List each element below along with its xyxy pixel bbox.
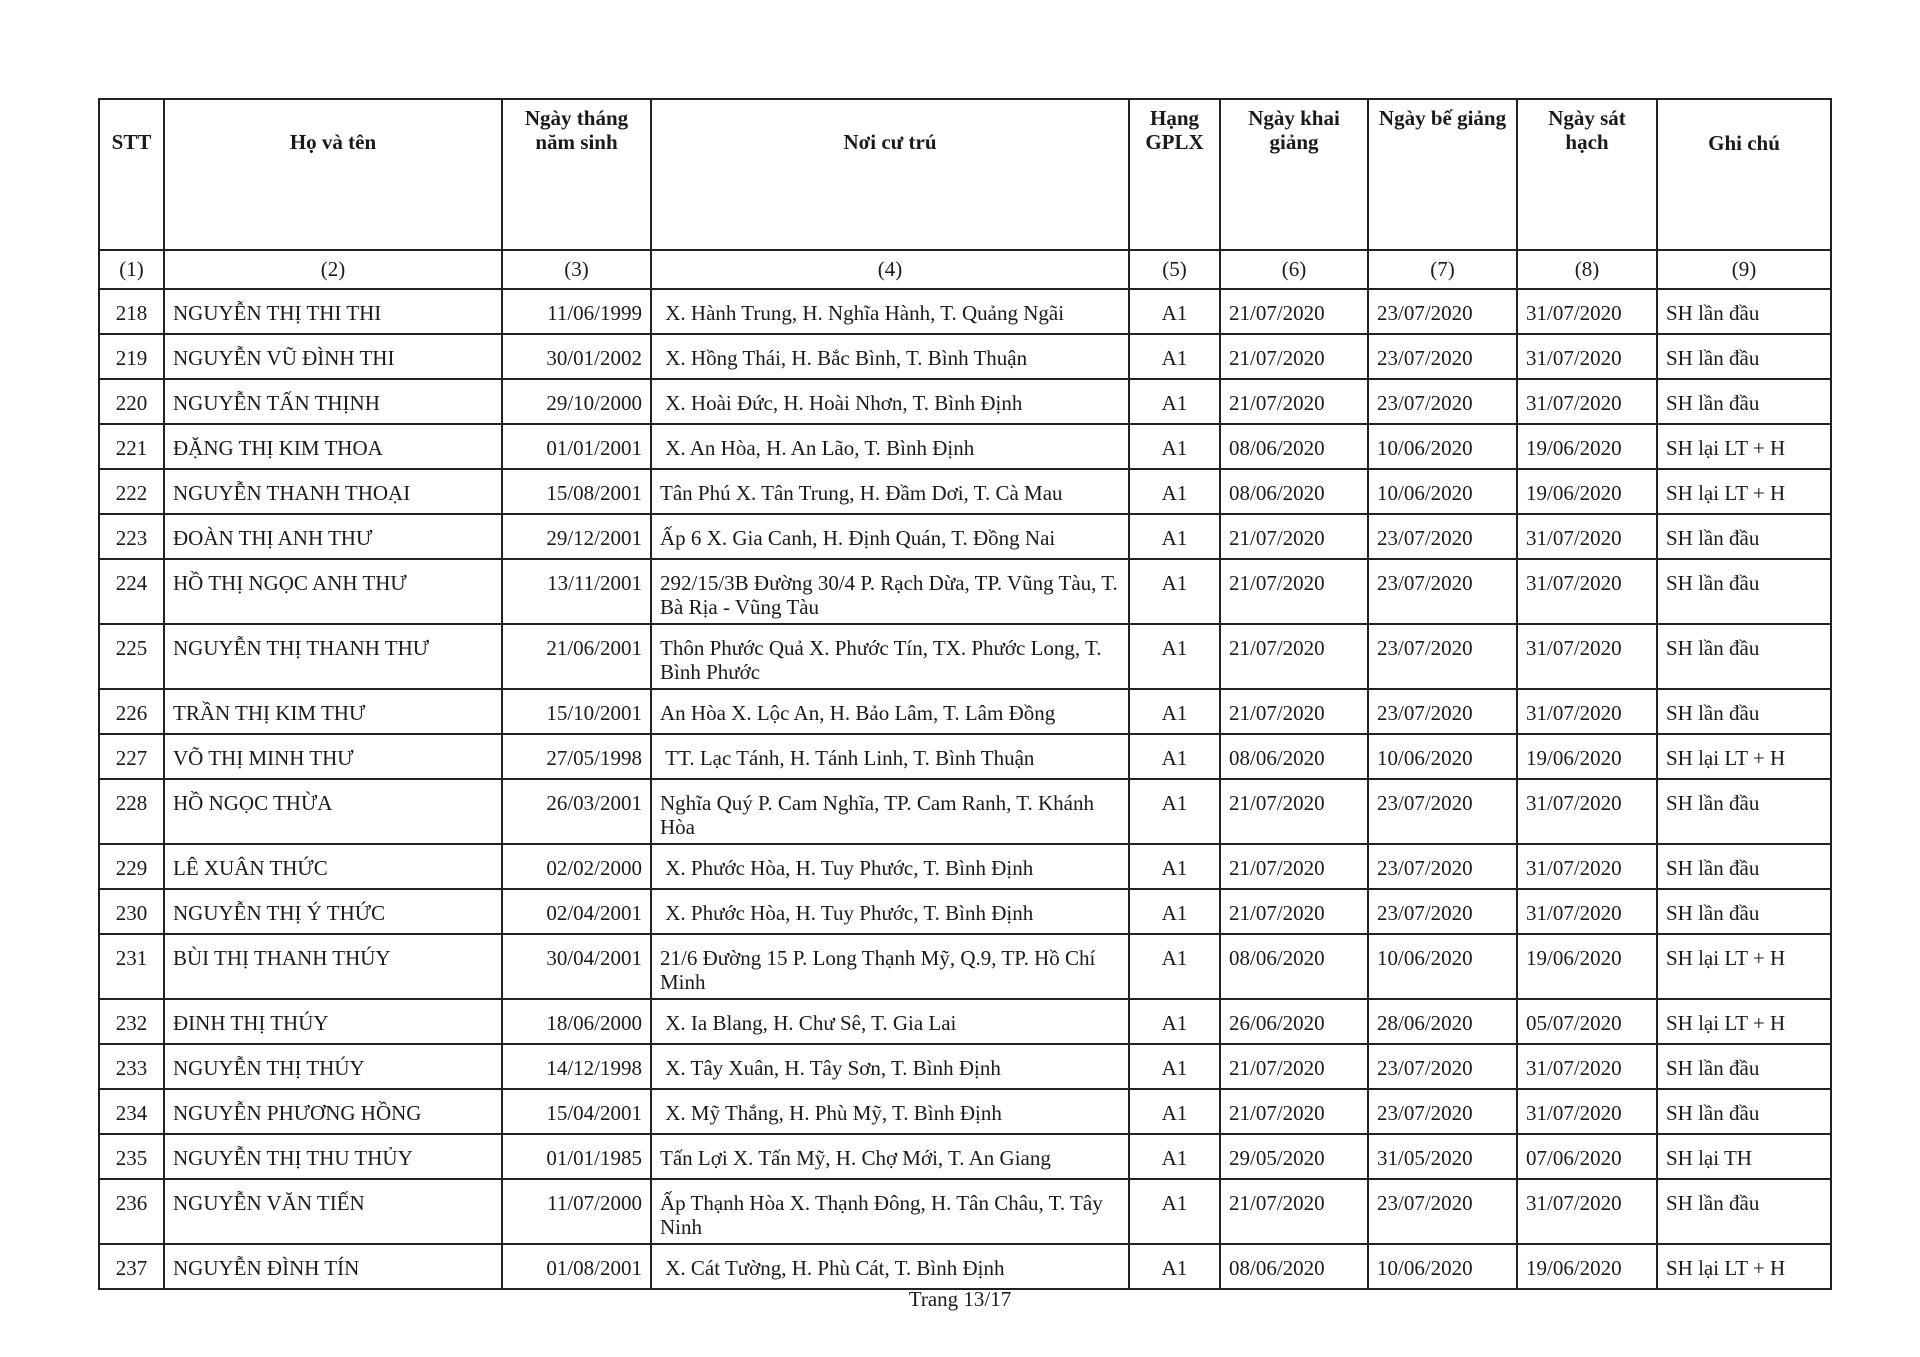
cell-start-date: 21/07/2020 — [1220, 334, 1368, 379]
cell-address: Ấp Thạnh Hòa X. Thạnh Đông, H. Tân Châu, T. Tây Ninh — [651, 1179, 1129, 1244]
cell-stt: 226 — [99, 689, 164, 734]
cell-note: SH lần đầu — [1657, 1179, 1831, 1244]
cell-start-date: 21/07/2020 — [1220, 289, 1368, 334]
cell-exam-date: 31/07/2020 — [1517, 1044, 1657, 1089]
cell-note: SH lại TH — [1657, 1134, 1831, 1179]
cell-end-date: 23/07/2020 — [1368, 559, 1517, 624]
table-row — [99, 779, 1831, 844]
cell-license-class: A1 — [1129, 889, 1220, 934]
cell-address: X. Hành Trung, H. Nghĩa Hành, T. Quảng Ngãi — [651, 289, 1129, 334]
cell-stt: 222 — [99, 469, 164, 514]
table-row — [99, 559, 1831, 624]
column-number: (7) — [1368, 250, 1517, 289]
cell-note: SH lại LT + H — [1657, 1244, 1831, 1289]
cell-name: NGUYỄN PHƯƠNG HỒNG — [164, 1089, 502, 1134]
cell-dob: 02/02/2000 — [502, 844, 651, 889]
cell-dob: 15/04/2001 — [502, 1089, 651, 1134]
cell-start-date: 21/07/2020 — [1220, 1044, 1368, 1089]
cell-exam-date: 31/07/2020 — [1517, 289, 1657, 334]
cell-end-date: 31/05/2020 — [1368, 1134, 1517, 1179]
cell-license-class: A1 — [1129, 734, 1220, 779]
cell-address: Thôn Phước Quả X. Phước Tín, TX. Phước Long, T. Bình Phước — [651, 624, 1129, 689]
cell-dob: 14/12/1998 — [502, 1044, 651, 1089]
cell-exam-date: 31/07/2020 — [1517, 559, 1657, 624]
cell-note: SH lần đầu — [1657, 514, 1831, 559]
cell-end-date: 23/07/2020 — [1368, 1044, 1517, 1089]
cell-start-date: 08/06/2020 — [1220, 1244, 1368, 1289]
column-number: (5) — [1129, 250, 1220, 289]
cell-address: X. Hoài Đức, H. Hoài Nhơn, T. Bình Định — [651, 379, 1129, 424]
table-row — [99, 1089, 1831, 1134]
cell-license-class: A1 — [1129, 689, 1220, 734]
cell-license-class: A1 — [1129, 999, 1220, 1044]
cell-address: Tấn Lợi X. Tấn Mỹ, H. Chợ Mới, T. An Giang — [651, 1134, 1129, 1179]
cell-address: Tân Phú X. Tân Trung, H. Đầm Dơi, T. Cà Mau — [651, 469, 1129, 514]
cell-start-date: 21/07/2020 — [1220, 1179, 1368, 1244]
cell-address: X. Ia Blang, H. Chư Sê, T. Gia Lai — [651, 999, 1129, 1044]
cell-license-class: A1 — [1129, 289, 1220, 334]
cell-dob: 30/04/2001 — [502, 934, 651, 999]
cell-stt: 235 — [99, 1134, 164, 1179]
cell-start-date: 26/06/2020 — [1220, 999, 1368, 1044]
cell-dob: 11/07/2000 — [502, 1179, 651, 1244]
cell-license-class: A1 — [1129, 1134, 1220, 1179]
cell-stt: 220 — [99, 379, 164, 424]
cell-end-date: 10/06/2020 — [1368, 934, 1517, 999]
cell-end-date: 23/07/2020 — [1368, 289, 1517, 334]
cell-address: Ấp 6 X. Gia Canh, H. Định Quán, T. Đồng Nai — [651, 514, 1129, 559]
cell-stt: 219 — [99, 334, 164, 379]
table-row — [99, 514, 1831, 559]
cell-name: HỒ THỊ NGỌC ANH THƯ — [164, 559, 502, 624]
cell-stt: 225 — [99, 624, 164, 689]
cell-name: NGUYỄN VŨ ĐÌNH THI — [164, 334, 502, 379]
cell-dob: 21/06/2001 — [502, 624, 651, 689]
cell-note: SH lần đầu — [1657, 1044, 1831, 1089]
cell-start-date: 21/07/2020 — [1220, 844, 1368, 889]
cell-address: X. Tây Xuân, H. Tây Sơn, T. Bình Định — [651, 1044, 1129, 1089]
cell-license-class: A1 — [1129, 379, 1220, 424]
cell-end-date: 23/07/2020 — [1368, 334, 1517, 379]
cell-exam-date: 31/07/2020 — [1517, 1179, 1657, 1244]
cell-exam-date: 07/06/2020 — [1517, 1134, 1657, 1179]
cell-end-date: 23/07/2020 — [1368, 844, 1517, 889]
cell-note: SH lần đầu — [1657, 379, 1831, 424]
header-stt: STT — [99, 99, 164, 250]
cell-stt: 236 — [99, 1179, 164, 1244]
cell-address: X. Mỹ Thắng, H. Phù Mỹ, T. Bình Định — [651, 1089, 1129, 1134]
cell-note: SH lần đầu — [1657, 1089, 1831, 1134]
cell-address: X. Phước Hòa, H. Tuy Phước, T. Bình Định — [651, 844, 1129, 889]
cell-end-date: 10/06/2020 — [1368, 734, 1517, 779]
cell-address: Nghĩa Quý P. Cam Nghĩa, TP. Cam Ranh, T. Khánh Hòa — [651, 779, 1129, 844]
cell-stt: 223 — [99, 514, 164, 559]
cell-start-date: 08/06/2020 — [1220, 734, 1368, 779]
cell-license-class: A1 — [1129, 1244, 1220, 1289]
cell-dob: 26/03/2001 — [502, 779, 651, 844]
header-dob: Ngày tháng năm sinh — [502, 99, 651, 250]
cell-license-class: A1 — [1129, 844, 1220, 889]
column-number: (4) — [651, 250, 1129, 289]
cell-stt: 227 — [99, 734, 164, 779]
cell-dob: 01/08/2001 — [502, 1244, 651, 1289]
table-row — [99, 734, 1831, 779]
cell-exam-date: 19/06/2020 — [1517, 934, 1657, 999]
cell-start-date: 21/07/2020 — [1220, 889, 1368, 934]
table-row — [99, 469, 1831, 514]
cell-name: NGUYỄN THỊ THÚY — [164, 1044, 502, 1089]
cell-end-date: 23/07/2020 — [1368, 1089, 1517, 1134]
cell-name: VÕ THỊ MINH THƯ — [164, 734, 502, 779]
header-row — [99, 99, 1831, 250]
cell-name: LÊ XUÂN THỨC — [164, 844, 502, 889]
cell-dob: 15/10/2001 — [502, 689, 651, 734]
cell-exam-date: 31/07/2020 — [1517, 624, 1657, 689]
cell-exam-date: 31/07/2020 — [1517, 889, 1657, 934]
cell-note: SH lần đầu — [1657, 844, 1831, 889]
cell-exam-date: 19/06/2020 — [1517, 469, 1657, 514]
cell-end-date: 23/07/2020 — [1368, 624, 1517, 689]
cell-dob: 29/12/2001 — [502, 514, 651, 559]
cell-end-date: 10/06/2020 — [1368, 424, 1517, 469]
cell-note: SH lần đầu — [1657, 779, 1831, 844]
cell-end-date: 23/07/2020 — [1368, 379, 1517, 424]
table-row — [99, 289, 1831, 334]
cell-start-date: 21/07/2020 — [1220, 1089, 1368, 1134]
cell-license-class: A1 — [1129, 624, 1220, 689]
table-row — [99, 334, 1831, 379]
table-row — [99, 1134, 1831, 1179]
header-address: Nơi cư trú — [651, 99, 1129, 250]
cell-name: NGUYỄN THỊ THANH THƯ — [164, 624, 502, 689]
cell-note: SH lần đầu — [1657, 624, 1831, 689]
cell-exam-date: 19/06/2020 — [1517, 734, 1657, 779]
cell-dob: 02/04/2001 — [502, 889, 651, 934]
cell-license-class: A1 — [1129, 424, 1220, 469]
cell-end-date: 23/07/2020 — [1368, 889, 1517, 934]
cell-license-class: A1 — [1129, 1089, 1220, 1134]
table-row — [99, 844, 1831, 889]
cell-start-date: 21/07/2020 — [1220, 779, 1368, 844]
column-number: (9) — [1657, 250, 1831, 289]
cell-address: X. Phước Hòa, H. Tuy Phước, T. Bình Định — [651, 889, 1129, 934]
column-number: (2) — [164, 250, 502, 289]
table-row — [99, 1044, 1831, 1089]
table-row — [99, 1244, 1831, 1289]
cell-name: ĐẶNG THỊ KIM THOA — [164, 424, 502, 469]
header-start-date: Ngày khai giảng — [1220, 99, 1368, 250]
table-row — [99, 624, 1831, 689]
cell-dob: 27/05/1998 — [502, 734, 651, 779]
cell-start-date: 21/07/2020 — [1220, 559, 1368, 624]
cell-start-date: 21/07/2020 — [1220, 689, 1368, 734]
cell-exam-date: 31/07/2020 — [1517, 1089, 1657, 1134]
cell-note: SH lần đầu — [1657, 889, 1831, 934]
cell-note: SH lại LT + H — [1657, 424, 1831, 469]
cell-name: NGUYỄN TẤN THỊNH — [164, 379, 502, 424]
cell-name: NGUYỄN THANH THOẠI — [164, 469, 502, 514]
cell-stt: 229 — [99, 844, 164, 889]
column-number: (8) — [1517, 250, 1657, 289]
cell-name: ĐOÀN THỊ ANH THƯ — [164, 514, 502, 559]
cell-end-date: 23/07/2020 — [1368, 689, 1517, 734]
table-row — [99, 424, 1831, 469]
cell-dob: 15/08/2001 — [502, 469, 651, 514]
cell-end-date: 23/07/2020 — [1368, 514, 1517, 559]
cell-address: X. Cát Tường, H. Phù Cát, T. Bình Định — [651, 1244, 1129, 1289]
cell-start-date: 21/07/2020 — [1220, 514, 1368, 559]
cell-note: SH lại LT + H — [1657, 734, 1831, 779]
cell-exam-date: 31/07/2020 — [1517, 844, 1657, 889]
cell-stt: 224 — [99, 559, 164, 624]
column-number: (3) — [502, 250, 651, 289]
cell-name: NGUYỄN ĐÌNH TÍN — [164, 1244, 502, 1289]
cell-dob: 01/01/1985 — [502, 1134, 651, 1179]
cell-address: TT. Lạc Tánh, H. Tánh Linh, T. Bình Thuận — [651, 734, 1129, 779]
cell-address: X. Hồng Thái, H. Bắc Bình, T. Bình Thuận — [651, 334, 1129, 379]
page-number: Trang 13/17 — [908, 1287, 1012, 1311]
cell-stt: 237 — [99, 1244, 164, 1289]
cell-exam-date: 31/07/2020 — [1517, 689, 1657, 734]
cell-end-date: 23/07/2020 — [1368, 779, 1517, 844]
cell-note: SH lại LT + H — [1657, 469, 1831, 514]
cell-name: NGUYỄN THỊ Ý THỨC — [164, 889, 502, 934]
cell-dob: 18/06/2000 — [502, 999, 651, 1044]
cell-dob: 29/10/2000 — [502, 379, 651, 424]
cell-address: 292/15/3B Đường 30/4 P. Rạch Dừa, TP. Vũng Tàu, T. Bà Rịa - Vũng Tàu — [651, 559, 1129, 624]
column-number-row — [99, 250, 1831, 289]
table-row — [99, 889, 1831, 934]
cell-dob: 11/06/1999 — [502, 289, 651, 334]
cell-license-class: A1 — [1129, 934, 1220, 999]
table-row — [99, 934, 1831, 999]
cell-note: SH lần đầu — [1657, 689, 1831, 734]
column-number: (1) — [99, 250, 164, 289]
cell-stt: 233 — [99, 1044, 164, 1089]
table-row — [99, 1179, 1831, 1244]
header-name: Họ và tên — [164, 99, 502, 250]
cell-stt: 231 — [99, 934, 164, 999]
cell-start-date: 21/07/2020 — [1220, 379, 1368, 424]
cell-exam-date: 31/07/2020 — [1517, 379, 1657, 424]
cell-note: SH lại LT + H — [1657, 999, 1831, 1044]
cell-end-date: 28/06/2020 — [1368, 999, 1517, 1044]
cell-name: NGUYỄN THỊ THU THỦY — [164, 1134, 502, 1179]
header-exam-date: Ngày sát hạch — [1517, 99, 1657, 250]
cell-start-date: 21/07/2020 — [1220, 624, 1368, 689]
cell-dob: 30/01/2002 — [502, 334, 651, 379]
cell-note: SH lại LT + H — [1657, 934, 1831, 999]
cell-exam-date: 31/07/2020 — [1517, 514, 1657, 559]
table-row — [99, 999, 1831, 1044]
cell-exam-date: 19/06/2020 — [1517, 424, 1657, 469]
cell-name: NGUYỄN VĂN TIẾN — [164, 1179, 502, 1244]
cell-name: HỒ NGỌC THỪA — [164, 779, 502, 844]
cell-stt: 230 — [99, 889, 164, 934]
cell-license-class: A1 — [1129, 1044, 1220, 1089]
cell-end-date: 10/06/2020 — [1368, 469, 1517, 514]
cell-exam-date: 31/07/2020 — [1517, 334, 1657, 379]
cell-stt: 228 — [99, 779, 164, 844]
cell-address: An Hòa X. Lộc An, H. Bảo Lâm, T. Lâm Đồng — [651, 689, 1129, 734]
cell-license-class: A1 — [1129, 1179, 1220, 1244]
cell-address: X. An Hòa, H. An Lão, T. Bình Định — [651, 424, 1129, 469]
cell-note: SH lần đầu — [1657, 559, 1831, 624]
cell-exam-date: 19/06/2020 — [1517, 1244, 1657, 1289]
table-row — [99, 689, 1831, 734]
cell-note: SH lần đầu — [1657, 334, 1831, 379]
cell-note: SH lần đầu — [1657, 289, 1831, 334]
cell-license-class: A1 — [1129, 559, 1220, 624]
cell-dob: 01/01/2001 — [502, 424, 651, 469]
cell-start-date: 08/06/2020 — [1220, 469, 1368, 514]
cell-start-date: 08/06/2020 — [1220, 424, 1368, 469]
cell-start-date: 29/05/2020 — [1220, 1134, 1368, 1179]
cell-license-class: A1 — [1129, 779, 1220, 844]
cell-name: NGUYỄN THỊ THI THI — [164, 289, 502, 334]
cell-start-date: 08/06/2020 — [1220, 934, 1368, 999]
cell-exam-date: 05/07/2020 — [1517, 999, 1657, 1044]
cell-end-date: 10/06/2020 — [1368, 1244, 1517, 1289]
cell-end-date: 23/07/2020 — [1368, 1179, 1517, 1244]
table-row — [99, 379, 1831, 424]
cell-stt: 234 — [99, 1089, 164, 1134]
cell-license-class: A1 — [1129, 514, 1220, 559]
cell-name: BÙI THỊ THANH THÚY — [164, 934, 502, 999]
cell-name: ĐINH THỊ THÚY — [164, 999, 502, 1044]
cell-exam-date: 31/07/2020 — [1517, 779, 1657, 844]
header-note: Ghi chú — [1657, 99, 1831, 250]
cell-license-class: A1 — [1129, 469, 1220, 514]
column-number: (6) — [1220, 250, 1368, 289]
cell-stt: 221 — [99, 424, 164, 469]
cell-stt: 218 — [99, 289, 164, 334]
cell-stt: 232 — [99, 999, 164, 1044]
cell-address: 21/6 Đường 15 P. Long Thạnh Mỹ, Q.9, TP. Hồ Chí Minh — [651, 934, 1129, 999]
header-end-date: Ngày bế giảng — [1368, 99, 1517, 250]
cell-name: TRẦN THỊ KIM THƯ — [164, 689, 502, 734]
student-list-table — [98, 98, 1832, 1290]
cell-license-class: A1 — [1129, 334, 1220, 379]
cell-dob: 13/11/2001 — [502, 559, 651, 624]
header-license-class: Hạng GPLX — [1129, 99, 1220, 250]
